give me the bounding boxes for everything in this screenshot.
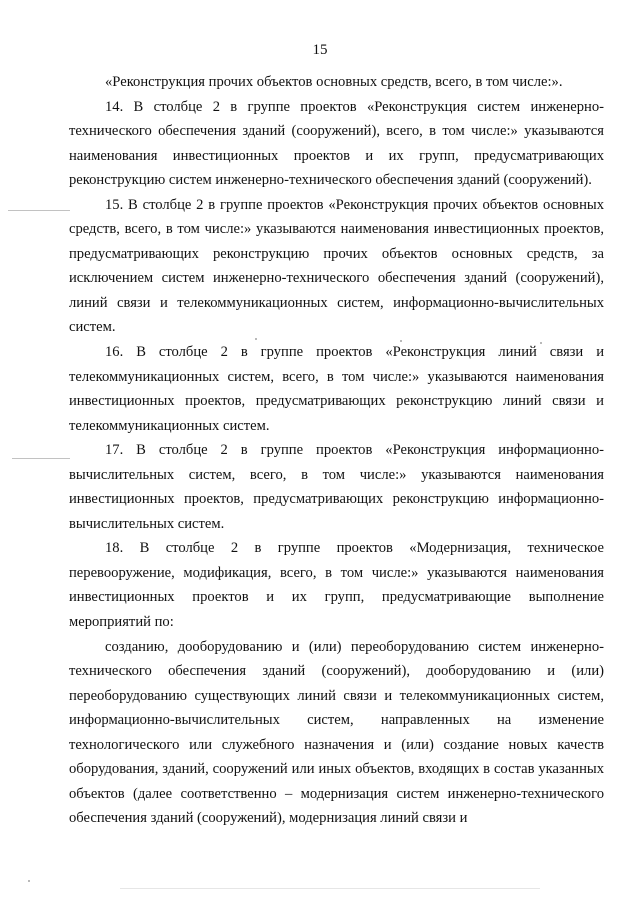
paragraph-item-16: 16. В столбце 2 в группе проектов «Реконструкция линий связи и телекоммуникационных систем, всего, в том числе:» указываются наименования инвестиционных проектов, предусматривающих реконструкцию линий связи и телекоммуникационных систем. bbox=[69, 344, 604, 434]
scan-artifact bbox=[400, 340, 402, 342]
paragraph-item-14: 14. В столбце 2 в группе проектов «Реконструкция систем инженерно-технического обеспечения зданий (сооружений), всего, в том числе:» указываются наименования инвестиционных проектов и их групп, предусматривающих реконструкцию систем инженерно-технического обеспечения зданий (сооружений). bbox=[69, 98, 604, 189]
document-body bbox=[69, 70, 604, 831]
scan-artifact bbox=[255, 338, 257, 340]
scan-artifact bbox=[8, 210, 70, 211]
scan-artifact bbox=[12, 458, 70, 459]
page-number: 15 bbox=[312, 42, 328, 58]
scan-artifact bbox=[28, 880, 30, 882]
paragraph-item-18-subclause: созданию, дооборудованию и (или) переоборудованию систем инженерно-технического обеспечения зданий (сооружений), дооборудованию и (или) переоборудованию существующих линий связи и телекоммуникационных систем, информационно-вычислительных систем, направленных на изменение технологического или служебного назначения и (или) создание новых качеств оборудования, зданий, сооружений или иных объектов, входящих в состав указанных объектов (далее соответственно – модернизация систем инженерно-технического обеспечения зданий (сооружений), модернизация линий связи и bbox=[69, 638, 604, 827]
paragraph-item-18: 18. В столбце 2 в группе проектов «Модернизация, техническое перевооружение, модификация, всего, в том числе:» указываются наименования инвестиционных проектов и их групп, предусматривающие выполнение мероприятий по: bbox=[69, 540, 604, 631]
paragraph-item-17: 17. В столбце 2 в группе проектов «Реконструкция информационно-вычислительных систем, всего, в том числе:» указываются наименования инвестиционных проектов, предусматривающих реконструкцию информационно-вычислительных систем. bbox=[69, 442, 604, 532]
paragraph-item-15: 15. В столбце 2 в группе проектов «Реконструкция прочих объектов основных средств, всего, в том числе:» указываются наименования инвестиционных проектов, предусматривающих реконструкцию прочих объектов основных средств, за исключением систем инженерно-технического обеспечения зданий (сооружений), линий связи и телекоммуникационных систем, информационно-вычислительных систем. bbox=[69, 196, 604, 336]
scan-artifact bbox=[540, 342, 542, 344]
scan-artifact bbox=[120, 888, 540, 889]
paragraph-continuation: «Реконструкция прочих объектов основных средств, всего, в том числе:». bbox=[105, 74, 563, 90]
